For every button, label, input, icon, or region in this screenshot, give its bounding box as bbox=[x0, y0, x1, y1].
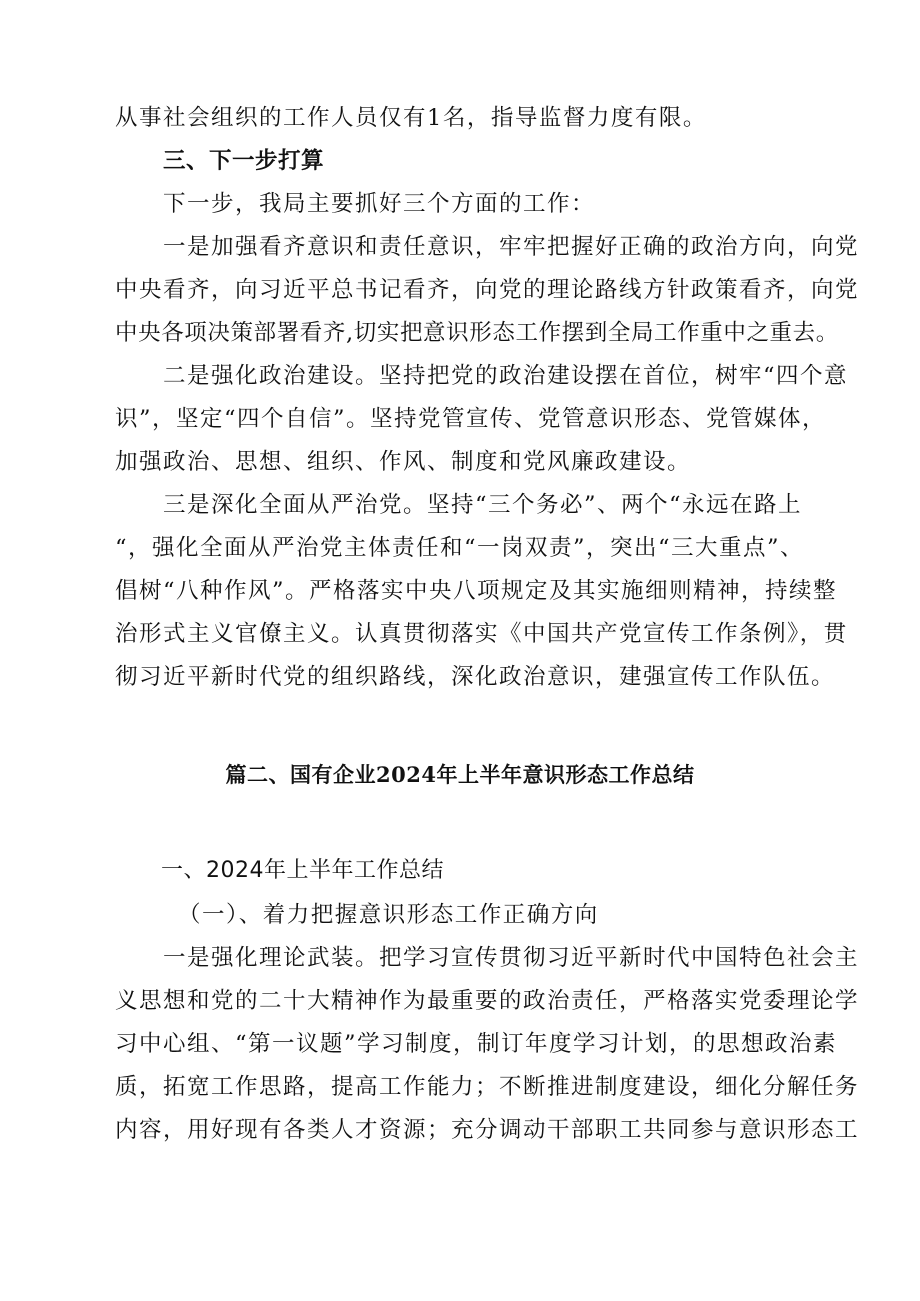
text-line: 中央各项决策部署看齐,切实把意识形态工作摆到全局工作重中之重去。 bbox=[115, 320, 839, 346]
text-line: 三是深化全面从严治党。坚持“三个务必”、两个“永远在路上 bbox=[163, 492, 803, 518]
text-line: 中央看齐，向习近平总书记看齐，向党的理论路线方针政策看齐，向党 bbox=[115, 277, 860, 303]
section-heading: 三、下一步打算 bbox=[163, 148, 325, 174]
text-line: 从事社会组织的工作人员仅有1名，指导监督力度有限。 bbox=[115, 105, 707, 131]
text-line: 质，拓宽工作思路，提高工作能力；不断推进制度建设，细化分解任务 bbox=[115, 1074, 860, 1100]
heading-level-1: 一、2024年上半年工作总结 bbox=[161, 858, 444, 883]
section-title: 篇二、国有企业2024年上半年意识形态工作总结 bbox=[225, 762, 695, 787]
text-line: “，强化全面从严治党主体责任和“一岗双责”，突出“三大重点”、 bbox=[115, 535, 805, 561]
text-line: 下一步，我局主要抓好三个方面的工作： bbox=[163, 191, 596, 217]
text-line: 二是强化政治建设。坚持把党的政治建设摆在首位，树牢“四个意 bbox=[163, 363, 849, 389]
text-line: 治形式主义官僚主义。认真贯彻落实《中国共产党宣传工作条例》，贯 bbox=[115, 621, 848, 647]
text-line: 彻习近平新时代党的组织路线，深化政治意识，建强宣传工作队伍。 bbox=[115, 664, 836, 690]
text-line: 内容，用好现有各类人才资源；充分调动干部职工共同参与意识形态工 bbox=[115, 1117, 860, 1143]
text-line: 习中心组、“第一议题”学习制度，制订年度学习计划，的思想政治素 bbox=[115, 1031, 838, 1057]
heading-level-2: （一）、着力把握意识形态工作正确方向 bbox=[178, 902, 599, 928]
text-line: 识”，坚定“四个自信”。坚持党管宣传、党管意识形态、党管媒体， bbox=[115, 406, 827, 432]
text-line: 一是强化理论武装。把学习宣传贯彻习近平新时代中国特色社会主 bbox=[163, 945, 860, 971]
text-line: 义思想和党的二十大精神作为最重要的政治责任，严格落实党委理论学 bbox=[115, 988, 860, 1014]
text-line: 一是加强看齐意识和责任意识，牢牢把握好正确的政治方向，向党 bbox=[163, 234, 860, 260]
text-line: 倡树“八种作风”。严格落实中央八项规定及其实施细则精神，持续整 bbox=[115, 578, 838, 604]
text-line: 加强政治、思想、组织、作风、制度和党风廉政建设。 bbox=[115, 449, 692, 475]
